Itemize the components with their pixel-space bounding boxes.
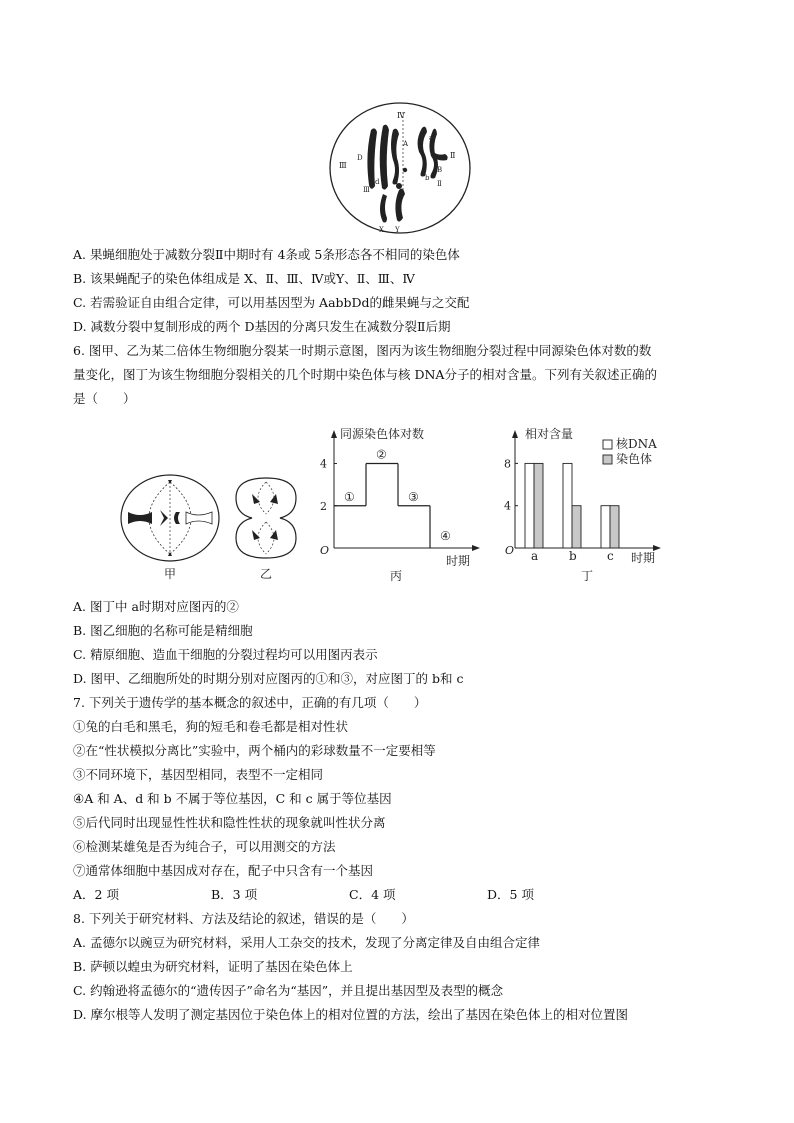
ding-category-a: a <box>531 549 539 563</box>
ding-legend-swatch-0 <box>603 440 612 449</box>
label-III-mid: Ⅲ <box>363 186 370 194</box>
bing-segment-label-2: ③ <box>408 489 419 504</box>
ding-legend-swatch-1 <box>603 455 612 464</box>
cell-jia-figure <box>118 472 222 582</box>
q5-option-b: B. 该果蝇配子的染色体组成是 X、Ⅱ、Ⅲ、Ⅳ或Y、Ⅱ、Ⅲ、Ⅳ <box>73 271 415 286</box>
q7-statement-2: ②在“性状模拟分离比”实验中，两个桶内的彩球数量不一定要相等 <box>73 743 436 758</box>
label-II-right: Ⅱ <box>450 151 456 160</box>
ding-category-c: c <box>607 549 614 563</box>
q8-option-d: D. 摩尔根等人发明了测定基因位于染色体上的相对位置的方法，绘出了基因在染色体上的相对位置图 <box>73 1007 629 1022</box>
chromosome-IV-b <box>403 168 407 172</box>
ding-ytick-1: 8 <box>504 457 511 471</box>
ding-bar-c-1 <box>610 506 619 548</box>
q7-option-c: C．4 项 <box>349 887 396 902</box>
q6-option-c: C. 精原细胞、造血干细胞的分裂过程均可以用图丙表示 <box>73 647 378 662</box>
q7-statement-5: ⑤后代同时出现显性性状和隐性性状的现象就叫性状分离 <box>73 815 386 830</box>
chromosome-IV-a <box>396 183 402 189</box>
q5-option-c: C. 若需验证自由组合定律，可以用基因型为 AabbDd的雌果蝇与之交配 <box>73 295 470 310</box>
bing-ylabel: 同源染色体对数 <box>340 427 425 441</box>
bing-segment-label-0: ① <box>344 489 355 504</box>
label-yi: 乙 <box>260 567 273 581</box>
q7-stem: 7. 下列关于遗传学的基本概念的叙述中，正确的有几项（ ） <box>73 695 427 710</box>
ding-category-b: b <box>569 549 577 563</box>
chart-bing <box>312 424 482 584</box>
ding-ytick-0: 4 <box>504 499 511 513</box>
q6-option-b: B. 图乙细胞的名称可能是精细胞 <box>73 623 253 638</box>
bing-ytick-1: 4 <box>320 457 327 471</box>
bing-segment-label-1: ② <box>376 447 387 462</box>
q5-option-d: D. 减数分裂中复制形成的两个 D基因的分离只发生在减数分裂Ⅱ后期 <box>73 319 451 334</box>
fly-karyotype-figure <box>327 100 473 236</box>
ding-bar-c-0 <box>601 506 610 548</box>
q6-option-d: D. 图甲、乙细胞所处的时期分别对应图丙的①和③，对应图丁的 b和 c <box>73 671 464 686</box>
q8-option-c: C. 约翰逊将孟德尔的“遗传因子”命名为“基因”，并且提出基因型及表型的概念 <box>73 983 504 998</box>
cell-yi-figure <box>232 472 300 582</box>
ding-bar-b-1 <box>572 506 581 548</box>
label-X: X <box>379 226 384 234</box>
ding-bar-a-0 <box>525 463 534 548</box>
q7-statement-1: ①兔的白毛和黑毛，狗的短毛和卷毛都是相对性状 <box>73 719 349 734</box>
q7-statement-4: ④A 和 A、d 和 b 不属于等位基因，C 和 c 属于等位基因 <box>73 791 392 806</box>
chart-ding <box>505 424 675 584</box>
label-a: a <box>429 134 434 142</box>
ding-xlabel: 时期 <box>631 551 656 565</box>
label-II-mid: Ⅱ <box>437 180 442 188</box>
bing-ytick-0: 2 <box>320 499 327 513</box>
ding-bar-b-0 <box>563 463 572 548</box>
q7-option-b: B．3 项 <box>211 887 258 902</box>
label-IV: Ⅳ <box>397 111 405 120</box>
q7-option-a: A．2 项 <box>73 887 119 902</box>
ding-legend-label-1: 染色体 <box>616 452 653 466</box>
q6-stem-line1: 6. 图甲、乙为某二倍体生物细胞分裂某一时期示意图，图丙为该生物细胞分裂过程中同源染色体对数的数 <box>73 343 652 358</box>
q8-option-b: B. 萨顿以蝗虫为研究材料，证明了基因在染色体上 <box>73 959 353 974</box>
label-ding: 丁 <box>581 569 594 583</box>
label-B: B <box>437 166 443 174</box>
q8-stem: 8. 下列关于研究材料、方法及结论的叙述，错误的是（ ） <box>73 911 414 926</box>
q5-option-a: A. 果蝇细胞处于减数分裂Ⅱ中期时有 4条或 5条形态各不相同的染色体 <box>73 247 460 262</box>
q6-stem-line3: 是（ ） <box>73 391 136 406</box>
bing-origin: O <box>320 544 330 557</box>
ding-origin: O <box>505 544 515 557</box>
label-b: b <box>425 174 430 182</box>
q7-options <box>73 887 534 903</box>
q8-option-a: A. 孟德尔以豌豆为研究材料，采用人工杂交的技术，发现了分离定律及自由组合定律 <box>73 935 540 950</box>
ding-ylabel: 相对含量 <box>525 427 574 441</box>
q7-statement-7: ⑦通常体细胞中基因成对存在，配子中只含有一个基因 <box>73 863 374 878</box>
q7-statement-3: ③不同环境下，基因型相同，表型不一定相同 <box>73 767 324 782</box>
bing-xlabel: 时期 <box>446 554 471 568</box>
label-III-left: Ⅲ <box>339 161 347 170</box>
ding-legend-label-0: 核DNA <box>616 437 657 451</box>
label-bing: 丙 <box>390 569 403 583</box>
bing-segment-label-3: ④ <box>440 529 451 543</box>
q6-option-a: A. 图丁中 a时期对应图丙的② <box>73 599 239 614</box>
label-Y: Y <box>395 226 400 234</box>
label-A: A <box>403 140 409 148</box>
q6-stem-line2: 量变化，图丁为该生物细胞分裂相关的几个时期中染色体与核 DNA分子的相对含量。下列有关叙述正确的 <box>73 367 657 382</box>
label-d: d <box>375 178 380 186</box>
q7-statement-6: ⑥检测某雄兔是否为纯合子，可以用测交的方法 <box>73 839 336 854</box>
ding-bar-a-1 <box>534 463 543 548</box>
q7-option-d: D．5 项 <box>487 887 534 902</box>
label-jia: 甲 <box>164 567 177 581</box>
label-D: D <box>357 154 363 162</box>
